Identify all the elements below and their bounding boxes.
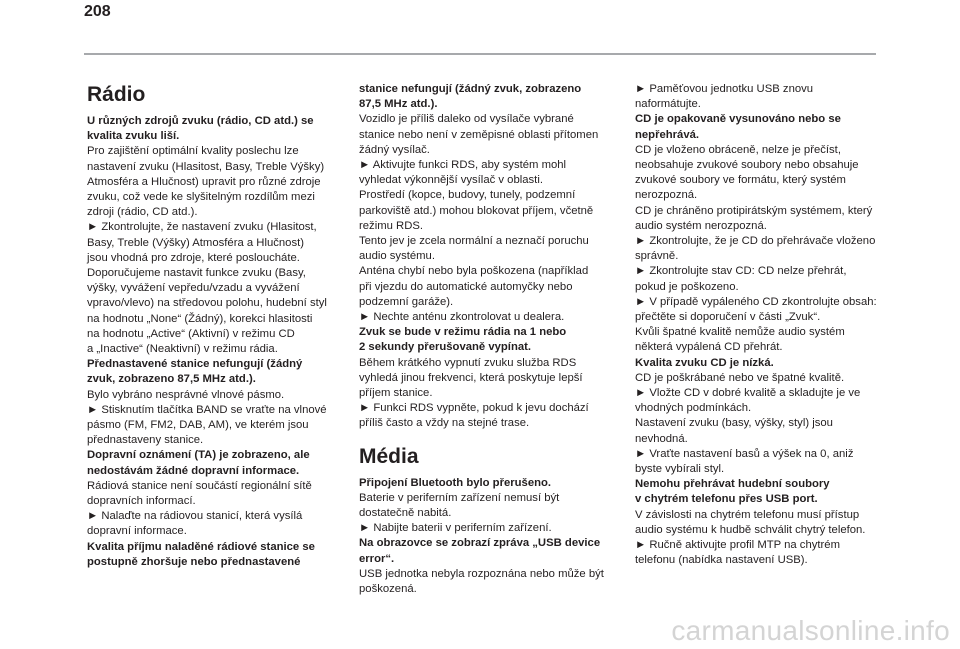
col3-block-1: CD je opakovaně vysunováno nebo se nepřehrává. <box>635 113 841 141</box>
col1-block-5: Rádiová stanice není součástí regionální sítě dopravních informací. ► Nalaďte na rádiovou stanicí, která vysílá dopravní informace. <box>87 479 312 538</box>
col3-block-0: ► Paměťovou jednotku USB znovu naformátujte. <box>635 83 814 111</box>
col2-block2-0: Připojení Bluetooth bylo přerušeno. <box>359 476 552 489</box>
col3-block-4: CD je poškrábané nebo ve špatné kvalitě. ► Vložte CD v dobré kvalitě a skladujte je ve vhodných podmínkách. Nastavení zvuku (basy, výšky, styl) jsou nevhodná. ► Vraťte nastavení basů a výšek na 0, aniž byste vybírali styl. <box>635 371 861 476</box>
col1-block-2: Přednastavené stanice nefungují (žádný zvuk, zobrazeno 87,5 MHz atd.). <box>87 358 303 386</box>
col1-block-1: Pro zajištění optimální kvality poslechu lze nastavení zvuku (Hlasitost, Basy, Treble Výšky) Atmosféra a Hlučnost) upravit pro různé zdroje zvuku, což vede ke slyšitelným rozdílům mezi zdroji (rádio, CD atd.). ► Zkontrolujte, že nastavení zvuku (Hlasitost, Basy, Treble (Výšky) Atmosféra a Hlučnost) jsou vhodná pro zdroje, které posloucháte. Doporučujeme nastavit funkce zvuku (Basy, výšky, vyvážení vepředu/vzadu a vyvážení vpravo/vlevo) na středovou polohu, hudební styl na hodnotu „None“ (Žádný), korekci hlasitosti na hodnotu „Active“ (Aktivní) v režimu CD a „Inactive“ (Neaktivní) v režimu rádia. <box>87 145 327 356</box>
header-divider <box>84 53 876 55</box>
section-heading-media: Média <box>359 444 419 468</box>
watermark: carmanualsonline.info <box>671 615 950 646</box>
column-3 <box>635 82 883 569</box>
col2-block-3: Během krátkého vypnutí zvuku služba RDS vyhledá jinou frekvenci, která poskytuje lepší příjem stanice. ► Funkci RDS vypněte, pokud k jevu dochází příliš často a vždy na stejné trase. <box>359 356 589 430</box>
column-2 <box>359 82 607 597</box>
col3-block-3: Kvalita zvuku CD je nízká. <box>635 356 774 369</box>
col2-block2-2: Na obrazovce se zobrazí zpráva „USB device error“. <box>359 537 601 565</box>
col2-block2-1: Baterie v periferním zařízení nemusí být dostatečně nabitá. ► Nabijte baterii v periferním zařízení. <box>359 491 560 535</box>
page-number: 208 <box>84 3 111 20</box>
col1-block-3: Bylo vybráno nesprávné vlnové pásmo. ► Stisknutím tlačítka BAND se vraťte na vlnové pásmo (FM, FM2, DAB, AM), ve kterém jsou přednastaveny stanice. <box>87 388 327 447</box>
col3-block-6: V závislosti na chytrém telefonu musí přístup audio systému k hudbě schválit chytrý telefon. ► Ručně aktivujte profil MTP na chytrém telefonu (nabídka nastavení USB). <box>635 508 866 567</box>
col1-block-0: U různých zdrojů zvuku (rádio, CD atd.) se kvalita zvuku liší. <box>87 115 314 143</box>
col2-block-1: Vozidlo je příliš daleko od vysílače vybrané stanice nebo není v zeměpisné oblasti přítomen žádný vysílač. ► Aktivujte funkci RDS, aby systém mohl vyhledat výkonnější vysílač v oblasti. Prostředí (kopce, budovy, tunely, podzemní parkoviště atd.) mohou blokovat příjem, včetně režimu RDS. Tento jev je zcela normální a neznačí poruchu audio systému. Anténa chybí nebo byla poškozena (například při vjezdu do automatické automyčky nebo podzemní garáže). ► Nechte anténu zkontrolovat u dealera. <box>359 113 599 324</box>
col3-block-5: Nemohu přehrávat hudební soubory v chytrém telefonu přes USB port. <box>635 478 830 506</box>
col1-block-6: Kvalita příjmu naladěné rádiové stanice se postupně zhoršuje nebo přednastavené <box>87 540 315 568</box>
col1-block-4: Dopravní oznámení (TA) je zobrazeno, ale nedostávám žádné dopravní informace. <box>87 449 310 477</box>
column-1 <box>87 82 335 570</box>
col2-block2-3: USB jednotka nebyla rozpoznána nebo může být poškozená. <box>359 567 604 596</box>
col2-block-0: stanice nefungují (žádný zvuk, zobrazeno 87,5 MHz atd.). <box>359 83 582 111</box>
col2-block-2: Zvuk se bude v režimu rádia na 1 nebo 2 sekundy přerušovaně vypínat. <box>359 326 567 354</box>
section-heading-radio: Rádio <box>87 83 146 106</box>
col3-block-2: CD je vloženo obráceně, nelze je přečíst, neobsahuje zvukové soubory nebo obsahuje zvukové soubory ve formátu, který systém nerozpozná. CD je chráněno protipirátským systémem, který audio systém nerozpozná. ► Zkontrolujte, že je CD do přehrávače vloženo správně. ► Zkontrolujte stav CD: CD nelze přehrát, pokud je poškozeno. ► V případě vypáleného CD zkontrolujte obsah: přečtěte si doporučení v části „Zvuk“. Kvůli špatné kvalitě nemůže audio systém některá vypálená CD přehrát. <box>635 143 877 354</box>
